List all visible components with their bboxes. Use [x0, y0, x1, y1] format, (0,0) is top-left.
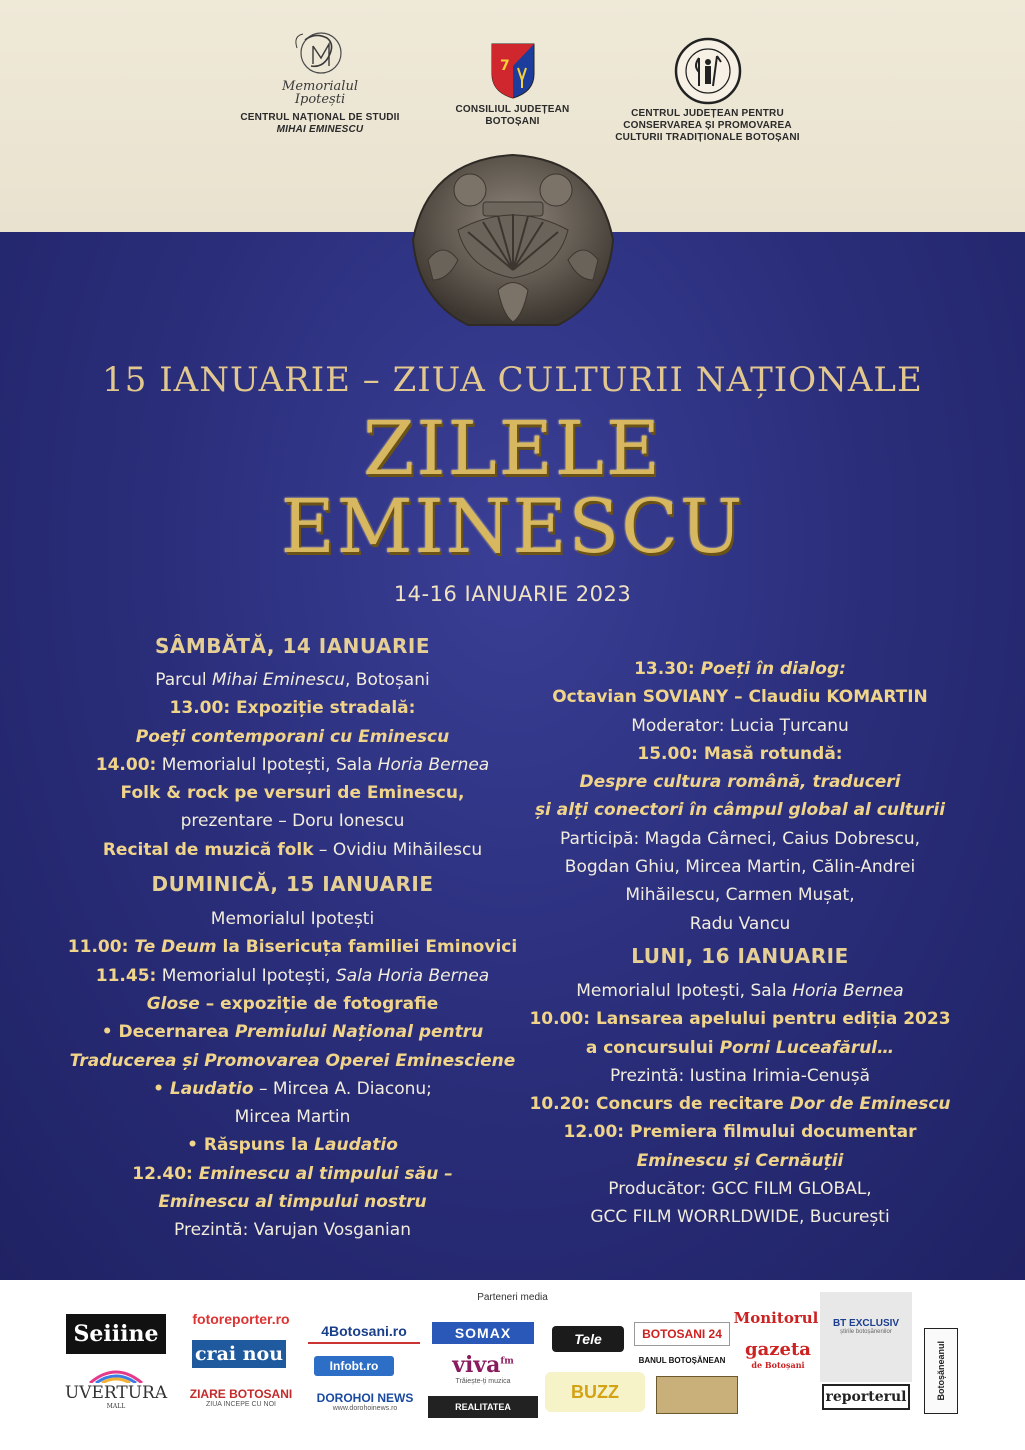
round-seal-icon	[673, 36, 743, 106]
logo3-line1: CENTRUL JUDEȚEAN PENTRU	[631, 108, 784, 119]
text-span: Glose	[146, 993, 200, 1014]
program-line	[510, 977, 970, 1005]
program-line: Folk & rock pe versuri de Eminescu,	[120, 783, 465, 804]
title-eminescu: EMINESCU	[280, 484, 745, 570]
logo-bt-exclusiv	[820, 1292, 912, 1382]
partners-section	[0, 1280, 1025, 1450]
logo-4botosani	[308, 1320, 420, 1344]
text-span: , Botoșani	[345, 670, 430, 690]
event-dates: 14-16 IANUARIE 2023	[393, 582, 632, 606]
logo-viva-fm	[432, 1348, 534, 1388]
main-panel	[0, 232, 1025, 1280]
logo1-line2: MIHAI EMINESCU	[276, 124, 364, 135]
text-span: Memorialul Ipotești,	[156, 965, 336, 986]
text-span: – Mircea A. Diaconu;	[253, 1078, 432, 1099]
program-line: GCC FILM WORRLDWIDE, București	[590, 1207, 890, 1228]
carved-ornament-image	[408, 150, 618, 330]
text-span: www.dorohoinews.ro	[332, 1404, 398, 1412]
program-line: 12.00: Premiera filmului documentar	[563, 1122, 917, 1143]
text-span: știrile botoșănenilor	[840, 1329, 892, 1335]
text-span: – Ovidiu Mihăilescu	[313, 839, 483, 860]
text-span: Sala Horia Bernea	[335, 965, 490, 986]
program-line: prezentare – Doru Ionescu	[180, 811, 405, 832]
text-span: MALL	[106, 1402, 126, 1410]
program-line: Octavian SOVIANY – Claudiu KOMARTIN	[552, 687, 928, 708]
memorial-monogram-icon	[285, 28, 355, 78]
text-span: UVERTURA	[64, 1382, 168, 1403]
program-line: Radu Vancu	[689, 913, 791, 934]
text-span: 12.40:	[132, 1163, 199, 1184]
program-line	[40, 751, 545, 779]
program-line: 13.00: Expoziție stradală:	[169, 698, 416, 719]
logo-uvertura	[60, 1366, 172, 1410]
program-line: Producător: GCC FILM GLOBAL,	[608, 1179, 872, 1200]
logo-monitorul	[734, 1306, 818, 1330]
program-line: Despre cultura română, traduceri	[579, 772, 901, 793]
program-line: Prezintă: Varujan Vosganian	[174, 1220, 411, 1241]
text-span: SOMAX	[454, 1325, 512, 1341]
text-span: Horia Bernea	[377, 754, 490, 775]
program-line	[510, 1090, 970, 1118]
text-span: gazeta	[745, 1338, 811, 1360]
text-span: a concursului	[585, 1037, 720, 1058]
text-span: Memorialul Ipotești, Sala	[576, 980, 793, 1001]
text-span: 13.30:	[634, 659, 701, 679]
program-line	[40, 1131, 545, 1159]
program-line	[40, 1075, 545, 1103]
text-span: Te Deum	[134, 937, 217, 958]
text-span: Laudatio	[314, 1135, 398, 1156]
logo-centrul-judetean	[595, 36, 820, 144]
logo-somax	[432, 1322, 534, 1344]
text-span: Poeți în dialog:	[700, 659, 846, 679]
text-span: Mihai Eminescu	[212, 670, 345, 690]
text-span: Recital de muzică folk	[102, 839, 314, 860]
text-span: • Laudatio	[153, 1078, 254, 1099]
day-sunday-heading: DUMINICĂ, 15 IANUARIE	[151, 872, 434, 897]
program-line: 10.00: Lansarea apelului pentru ediția 2023	[529, 1009, 951, 1030]
text-span: Dor de Eminescu	[789, 1094, 951, 1115]
logo-realitatea	[428, 1396, 538, 1418]
title-zilele: ZILELE	[363, 406, 662, 492]
program-line: Eminescu al timpului nostru	[158, 1192, 427, 1213]
program-line: Mihăilescu, Carmen Mușat,	[625, 885, 855, 906]
logo2-line1: CONSILIUL JUDEȚEAN	[455, 104, 570, 115]
logo-event-banner	[656, 1376, 738, 1414]
text-span: fotoreporter.ro	[192, 1311, 290, 1327]
text-span: Tele	[574, 1331, 602, 1347]
logo-ziare-botosani	[182, 1380, 300, 1414]
text-span: crai nou	[194, 1343, 284, 1365]
text-span: 11.00:	[67, 937, 135, 958]
left-column	[40, 628, 545, 1245]
text-span: Seiiine	[73, 1321, 159, 1347]
program-line: Memorialul Ipotești	[210, 909, 375, 930]
program-line	[510, 1034, 970, 1062]
memorial-script-text: Memorialul Ipotești	[282, 79, 358, 107]
text-span: fm	[500, 1356, 514, 1367]
text-span: Trăiește-ți muzica	[455, 1377, 511, 1385]
logo-consiliul-judetean	[440, 40, 585, 128]
program-line	[40, 836, 545, 864]
program-line: Mircea Martin	[234, 1107, 351, 1128]
program-line: 15.00: Masă rotundă:	[637, 743, 843, 764]
program-line: Traducerea și Promovarea Operei Eminesciene	[69, 1050, 516, 1071]
program-line	[40, 1018, 545, 1046]
svg-text:7: 7	[499, 58, 510, 74]
right-column	[510, 655, 970, 1232]
text-span: Parcul	[155, 670, 213, 690]
program-line: și alți conectori în câmpul global al culturii	[534, 800, 946, 821]
text-span: Infobt.ro	[329, 1359, 379, 1373]
text-span: Horia Bernea	[792, 980, 904, 1001]
program-line	[40, 933, 545, 961]
text-span: Porni Luceafărul…	[719, 1037, 895, 1058]
logo-sens	[66, 1314, 166, 1354]
text-span: ZIUA INCEPE CU NOI	[205, 1400, 276, 1408]
logo3-line3: CULTURII TRADIȚIONALE BOTOȘANI	[615, 132, 800, 143]
text-span: 10.20: Concurs de recitare	[529, 1094, 790, 1115]
partners-label: Parteneri media	[477, 1292, 548, 1303]
text-span: Premiului Național pentru	[235, 1022, 484, 1043]
text-span: 4Botosani.ro	[321, 1323, 407, 1339]
text-span: 11.45:	[95, 965, 157, 986]
program-line	[40, 990, 545, 1018]
text-span: REALITATEA	[455, 1402, 511, 1412]
program-line: Participă: Magda Cârneci, Caius Dobrescu,	[559, 828, 921, 849]
viva-wordmark	[452, 1352, 514, 1378]
logo-banul-botosanean	[632, 1352, 732, 1368]
text-span: BANUL BOTOȘĂNEAN	[638, 1355, 726, 1365]
text-span: reporterul	[825, 1389, 907, 1405]
program-line: Eminescu și Cernăuții	[636, 1150, 844, 1171]
program-line: Poeți contemporani cu Eminescu	[135, 726, 450, 747]
logo-tele	[552, 1326, 624, 1352]
text-span: 14.00:	[95, 754, 157, 775]
logo-reporterul	[822, 1384, 910, 1410]
logo-botosani24	[634, 1322, 730, 1346]
logo-fotoreporter	[182, 1308, 300, 1330]
program-line	[40, 666, 545, 694]
day-monday-heading: LUNI, 16 IANUARIE	[631, 943, 849, 968]
logo3-line2: CONSERVAREA ȘI PROMOVAREA	[623, 120, 792, 131]
logo-crai-nou	[192, 1340, 286, 1368]
text-span: Eminescu al timpului său –	[198, 1163, 453, 1184]
text-span: Botoșăneanul	[936, 1341, 946, 1401]
text-span: Memorialul Ipotești, Sala	[156, 754, 378, 775]
logo-dorohoi-news	[310, 1384, 420, 1418]
logo-botosaneanul	[924, 1328, 958, 1414]
program-line: Moderator: Lucia Țurcanu	[631, 715, 849, 736]
text-span: ZIARE BOTOSANI	[189, 1386, 293, 1401]
text-span: • Decernarea	[101, 1022, 236, 1043]
coat-of-arms-icon	[488, 40, 538, 100]
subtitle-heading: 15 IANUARIE – ZIUA CULTURII NAȚIONALE	[102, 360, 923, 400]
logo-infobt	[314, 1356, 394, 1376]
program-line	[510, 655, 970, 683]
logo2-line2: BOTOȘANI	[485, 116, 540, 127]
logo-memorialul-ipotesti	[205, 28, 435, 136]
logo-gazeta	[740, 1334, 816, 1374]
text-span: de Botoșani	[751, 1359, 805, 1370]
program-line	[40, 962, 545, 990]
program-line: Prezintă: Iustina Irimia-Cenușă	[609, 1065, 870, 1086]
text-span: BOTOSANI 24	[642, 1327, 722, 1341]
rainbow-arc-icon	[86, 1367, 146, 1383]
program-line: Bogdan Ghiu, Mircea Martin, Călin-Andrei	[564, 857, 916, 878]
logo-buzz	[545, 1372, 645, 1412]
logo1-line1: CENTRUL NAȚIONAL DE STUDII	[240, 112, 400, 123]
text-span: DOROHOI NEWS	[316, 1390, 414, 1405]
text-span: viva	[452, 1351, 501, 1378]
text-span: Monitorul	[734, 1309, 818, 1327]
day-saturday-heading: SÂMBĂTĂ, 14 IANUARIE	[154, 634, 431, 658]
text-span: • Răspuns la	[187, 1135, 315, 1156]
text-span: – expoziție de fotografie	[199, 993, 439, 1014]
text-span: la Bisericuța familiei Eminovici	[216, 937, 518, 958]
program-line	[40, 1160, 545, 1188]
text-span: BT EXCLUSIV	[832, 1318, 900, 1329]
text-span: BUZZ	[571, 1381, 619, 1402]
